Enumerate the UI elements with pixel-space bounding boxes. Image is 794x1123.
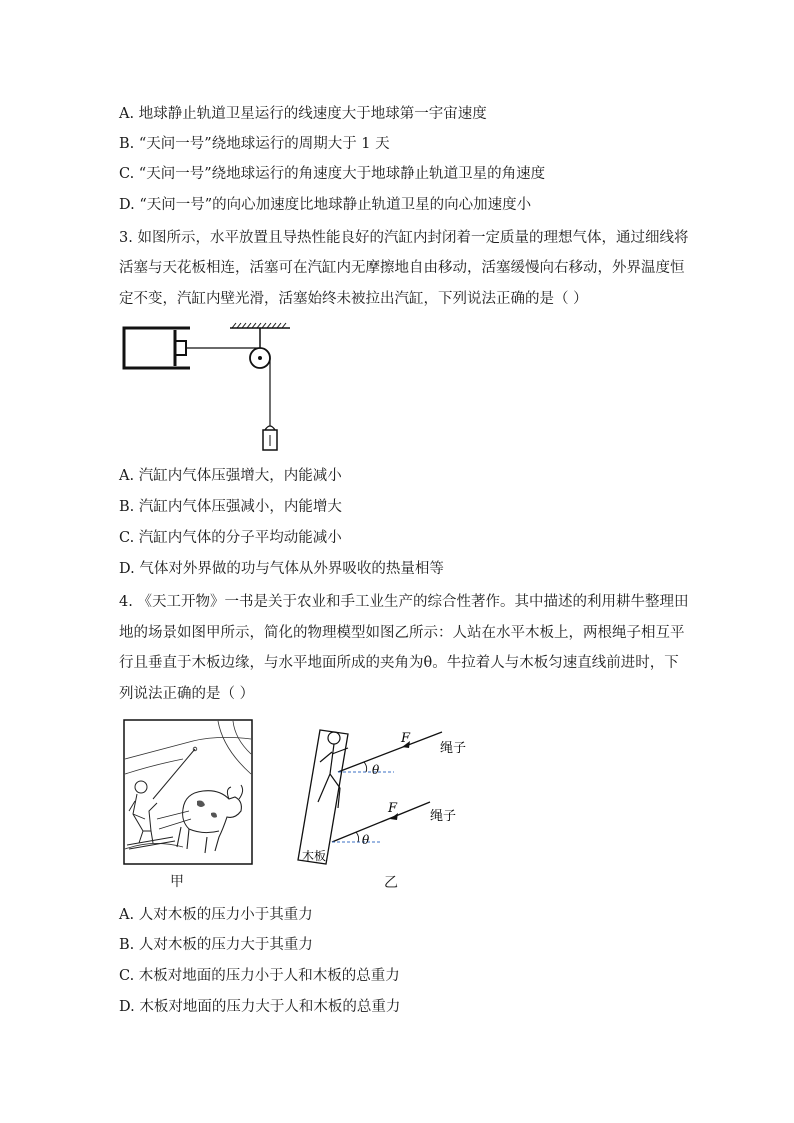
lower-angle-arc: [356, 832, 359, 842]
upper-rope-label: 绳子: [440, 741, 467, 756]
q3-option-b: B. 汽缸内气体压强减小，内能增大: [119, 499, 342, 515]
figure-jia-label: 甲: [170, 874, 184, 890]
upper-angle-arc: [364, 762, 367, 772]
q4-stem-line-3: 行且垂直于木板边缘，与水平地面所成的夹角为θ。牛拉着人与木板匀速直线前进时，下: [119, 655, 679, 671]
cylinder-pulley-figure: [118, 318, 308, 458]
q4-option-c: C. 木板对地面的压力小于人和木板的总重力: [119, 968, 400, 984]
lower-rope-label: 绳子: [430, 809, 457, 824]
q2-option-d: D. “天问一号”的向心加速度比地球静止轨道卫星的向心加速度小: [119, 197, 532, 213]
q2-option-b: B. “天问一号”绕地球运行的周期大于 1 天: [119, 136, 390, 152]
q2-option-c: C. “天问一号”绕地球运行的角速度大于地球静止轨道卫星的角速度: [119, 166, 546, 182]
q3-stem-line-3: 定不变，汽缸内壁光滑，活塞始终未被拉出汽缸，下列说法正确的是（ ）: [119, 291, 588, 307]
board-label: 木板: [302, 849, 327, 863]
piston-head: [175, 341, 186, 355]
wooden-board: [298, 730, 348, 864]
q3-option-c: C. 汽缸内气体的分子平均动能减小: [119, 530, 342, 546]
q3-option-a: A. 汽缸内气体压强增大，内能减小: [119, 468, 342, 484]
q3-option-d: D. 气体对外界做的功与气体从外界吸收的热量相等: [119, 561, 444, 577]
upper-force-label: F: [401, 731, 411, 746]
q4-option-d: D. 木板对地面的压力大于人和木板的总重力: [119, 999, 401, 1015]
q4-option-b: B. 人对木板的压力大于其重力: [119, 937, 313, 953]
upper-rope: [338, 732, 442, 772]
lower-force-label: F: [388, 801, 398, 816]
q4-stem-line-1: 4. 《天工开物》一书是关于农业和手工业生产的综合性著作。其中描述的利用耕牛整理田: [119, 594, 689, 610]
q3-stem-line-2: 活塞与天花板相连，活塞可在汽缸内无摩擦地自由移动，活塞缓慢向右移动，外界温度恒: [119, 260, 685, 276]
q3-stem-line-1: 3. 如图所示，水平放置且导热性能良好的汽缸内封闭着一定质量的理想气体，通过细线将: [119, 230, 689, 246]
q4-option-a: A. 人对木板的压力小于其重力: [119, 907, 313, 923]
lower-angle-label: θ: [362, 833, 370, 847]
q4-stem-line-2: 地的场景如图甲所示，简化的物理模型如图乙所示：人站在水平木板上，两根绳子相互平: [119, 625, 685, 641]
lower-rope: [332, 802, 430, 842]
figure-yi-label: 乙: [384, 875, 398, 891]
upper-angle-label: θ: [372, 763, 380, 777]
ox-plowing-illustration: [123, 719, 253, 865]
board-rope-model: [290, 722, 470, 870]
pulley-axle: [258, 356, 262, 360]
q4-stem-line-4: 列说法正确的是（ ）: [119, 686, 255, 702]
q2-option-a: A. 地球静止轨道卫星运行的线速度大于地球第一宇宙速度: [119, 106, 487, 122]
